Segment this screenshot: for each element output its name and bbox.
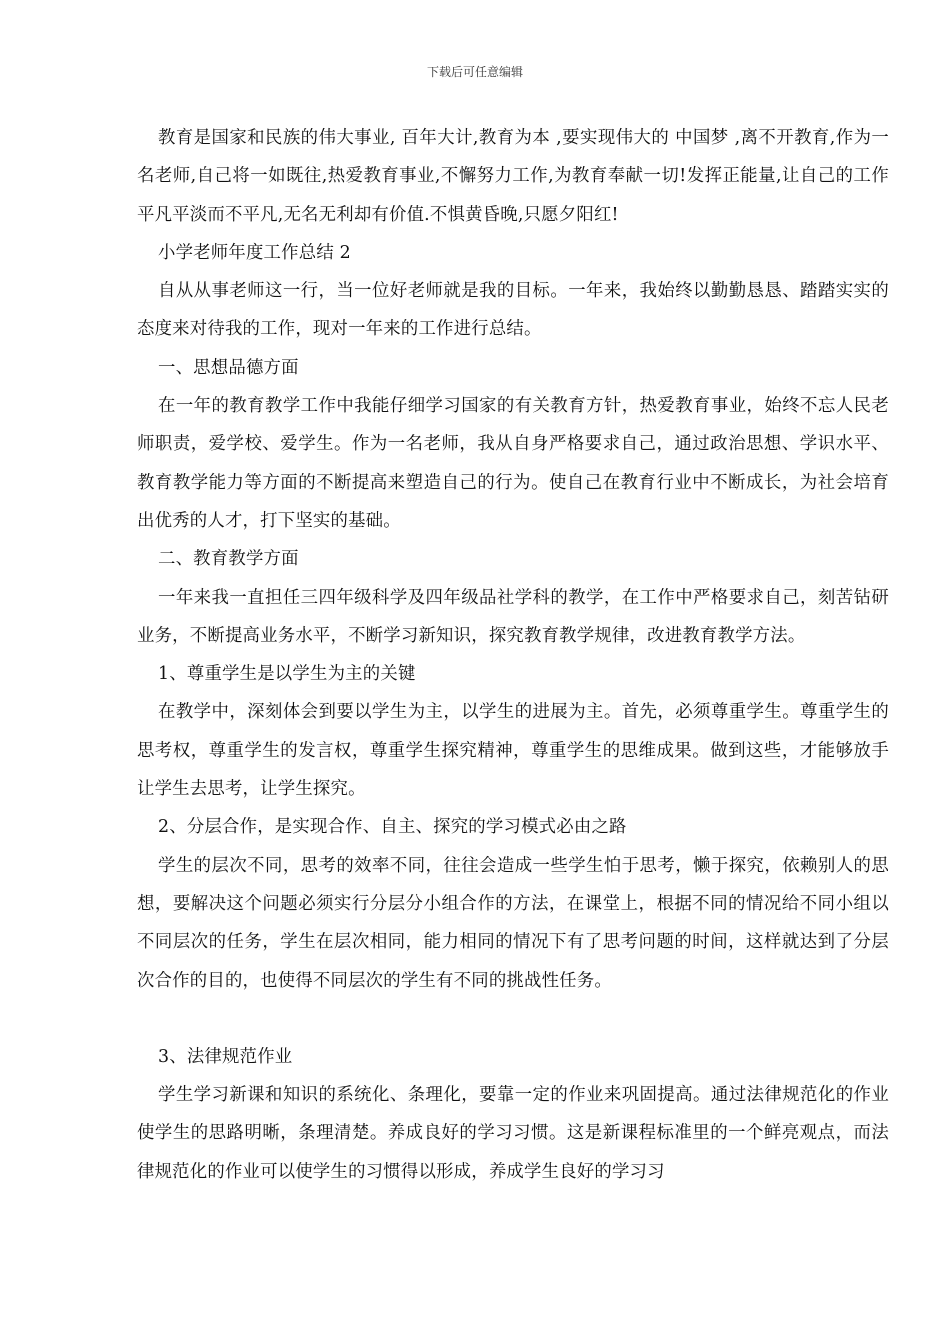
paragraph-homework: 学生学习新课和知识的系统化、条理化，要靠一定的作业来巩固提高。通过法律规范化的作业使学生的思路明晰，条理清楚。养成良好的学习习惯。这是新课程标准里的一个鲜亮观点，而法律规范化的作业可以使学生的习惯得以形成，养成学生良好的学习习 — [137, 1085, 889, 1182]
paragraph-intro: 教育是国家和民族的伟大事业, 百年大计,教育为本 ,要实现伟大的 中国梦 ,离不开教育,作为一名老师,自己将一如既往,热爱教育事业,不懈努力工作,为教育奉献一切!发挥正能量,让自己的工作平凡平淡而不平凡,无名无利却有价值.不惧黄昏晚,只愿夕阳红! — [137, 128, 889, 225]
heading-teaching: 二、教育教学方面 — [158, 549, 299, 570]
section-title: 小学老师年度工作总结 2 — [158, 242, 351, 263]
heading-layered-cooperation: 2、分层合作，是实现合作、自主、探究的学习模式必由之路 — [158, 817, 627, 838]
heading-respect-students: 1、尊重学生是以学生为主的关键 — [158, 664, 416, 685]
document-body — [137, 119, 889, 1191]
paragraph-ideology: 在一年的教育教学工作中我能仔细学习国家的有关教育方针，热爱教育事业，始终不忘人民老师职责，爱学校、爱学生。作为一名老师，我从自身严格要求自己，通过政治思想、学识水平、教育教学能力等方面的不断提高来塑造自己的行为。使自己在教育行业中不断成长，为社会培育出优秀的人才，打下坚实的基础。 — [137, 396, 889, 531]
paragraph-teaching: 一年来我一直担任三四年级科学及四年级品社学科的教学，在工作中严格要求自己，刻苦钻研业务，不断提高业务水平，不断学习新知识，探究教育教学规律，改进教育教学方法。 — [137, 587, 889, 646]
paragraph-respect-students: 在教学中，深刻体会到要以学生为主，以学生的进展为主。首先，必须尊重学生。尊重学生的思考权，尊重学生的发言权，尊重学生探究精神，尊重学生的思维成果。做到这些，才能够放手让学生去思考，让学生探究。 — [137, 702, 889, 800]
heading-homework: 3、法律规范作业 — [158, 1046, 293, 1067]
blank-line — [137, 1000, 889, 1038]
paragraph-layered-cooperation: 学生的层次不同，思考的效率不同，往往会造成一些学生怕于思考，懒于探究，依赖别人的思想，要解决这个问题必须实行分层分小组合作的方法，在课堂上，根据不同的情况给不同小组以不同层次的任务，学生在层次相同，能力相同的情况下有了思考问题的时间，这样就达到了分层次合作的目的，也使得不同层次的学生有不同的挑战性任务。 — [137, 855, 889, 991]
page-header-note: 下载后可任意编辑 — [426, 65, 523, 79]
heading-ideology: 一、思想品德方面 — [158, 357, 299, 378]
paragraph-opening: 自从从事老师这一行，当一位好老师就是我的目标。一年来，我始终以勤勤恳恳、踏踏实实的态度来对待我的工作，现对一年来的工作进行总结。 — [137, 281, 889, 340]
